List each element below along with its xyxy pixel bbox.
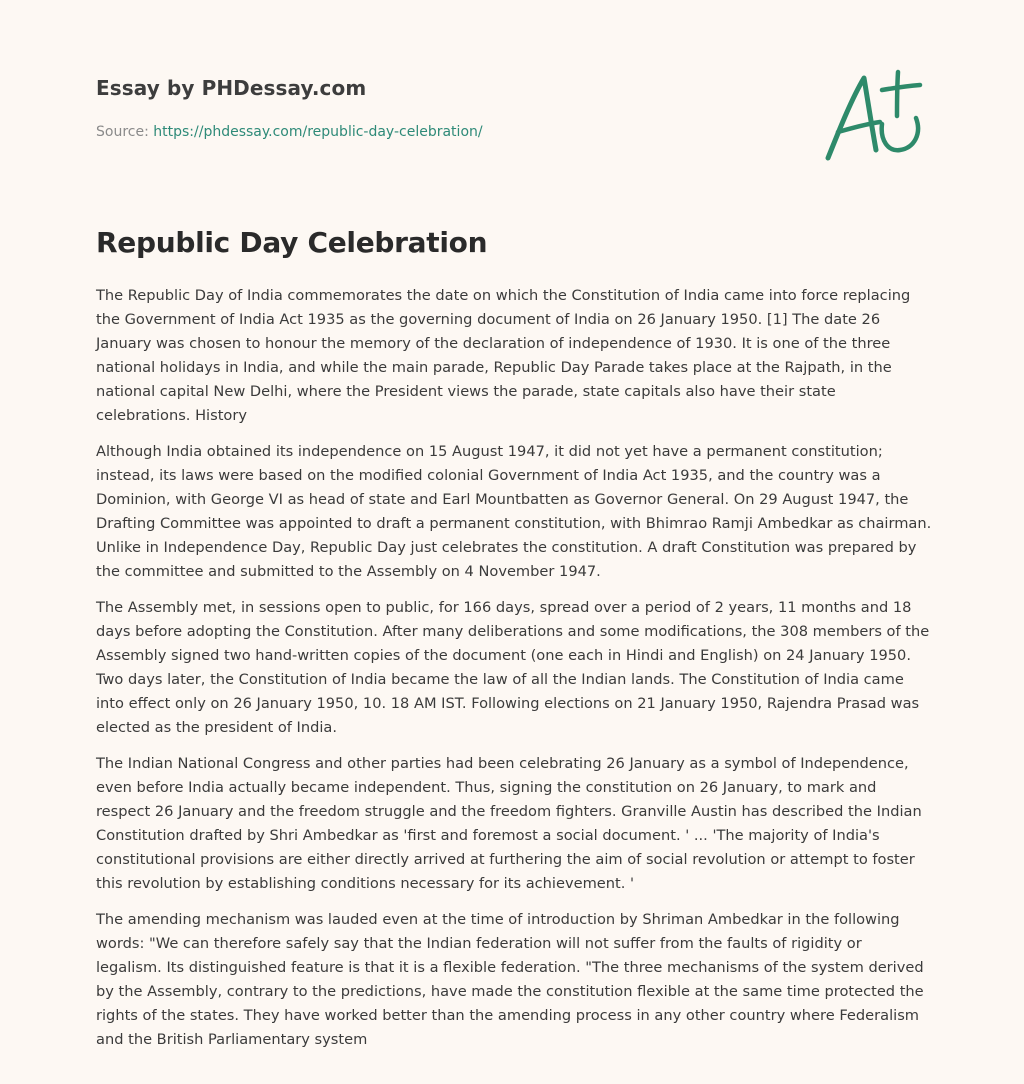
source-link[interactable]: https://phdessay.com/republic-day-celebration/ bbox=[153, 124, 483, 140]
source-label: Source: bbox=[96, 124, 149, 140]
paragraph: The amending mechanism was lauded even at the time of introduction by Shriman Ambedkar in the following words: "We can therefore safely say that the Indian federation will not suffer from the faults of rigidity or legalism. Its distinguished feature is that it is a flexible federation. "The three mechanisms of the system derived by the Assembly, contrary to the predictions, have made the constitution flexible at the same time protected the rights of the states. They have worked better than the amending process in any other country where Federalism and the British Parliamentary system bbox=[96, 911, 924, 1048]
paragraph: The Assembly met, in sessions open to public, for 166 days, spread over a period of 2 years, 11 months and 18 days before adopting the Constitution. After many deliberations and some modifications, the 308 members of the Assembly signed two hand-written copies of the document (one each in Hindi and English) on 24 January 1950. Two days later, the Constitution of India became the law of all the Indian lands. The Constitution of India came into effect only on 26 January 1950, 10. 18 AM IST. Following elections on 21 January 1950, Rajendra Prasad was elected as the president of India. bbox=[96, 599, 930, 736]
page-title: Republic Day Celebration bbox=[96, 226, 488, 259]
site-brand: Essay by PHDessay.com bbox=[96, 76, 367, 100]
paragraph: The Indian National Congress and other parties had been celebrating 26 January as a symbol of Independence, even before India actually became independent. Thus, signing the constitution on 26 January, to mark and respect 26 January and the freedom struggle and the freedom fighters. Granville Austin has described the Indian Constitution drafted by Shri Ambedkar as 'first and foremost a social document. ' ... 'The majority of India's constitutional provisions are either directly arrived at furthering the aim of social revolution or attempt to foster this revolution by establishing conditions necessary for its achievement. ' bbox=[96, 755, 922, 892]
essay-body bbox=[96, 284, 932, 1064]
source-line bbox=[96, 124, 483, 140]
a-plus-grade-icon bbox=[818, 66, 928, 166]
paragraph: The Republic Day of India commemorates the date on which the Constitution of India came into force replacing the Government of India Act 1935 as the governing document of India on 26 January 1950. [1] The date 26 January was chosen to honour the memory of the declaration of independence of 1930. It is one of the three national holidays in India, and while the main parade, Republic Day Parade takes place at the Rajpath, in the national capital New Delhi, where the President views the parade, state capitals also have their state celebrations. History bbox=[96, 287, 911, 424]
paragraph: Although India obtained its independence on 15 August 1947, it did not yet have a permanent constitution; instead, its laws were based on the modified colonial Government of India Act 1935, and the country was a Dominion, with George VI as head of state and Earl Mountbatten as Governor General. On 29 August 1947, the Drafting Committee was appointed to draft a permanent constitution, with Bhimrao Ramji Ambedkar as chairman. Unlike in Independence Day, Republic Day just celebrates the constitution. A draft Constitution was prepared by the committee and submitted to the Assembly on 4 November 1947. bbox=[96, 443, 932, 580]
page-header bbox=[96, 76, 483, 140]
